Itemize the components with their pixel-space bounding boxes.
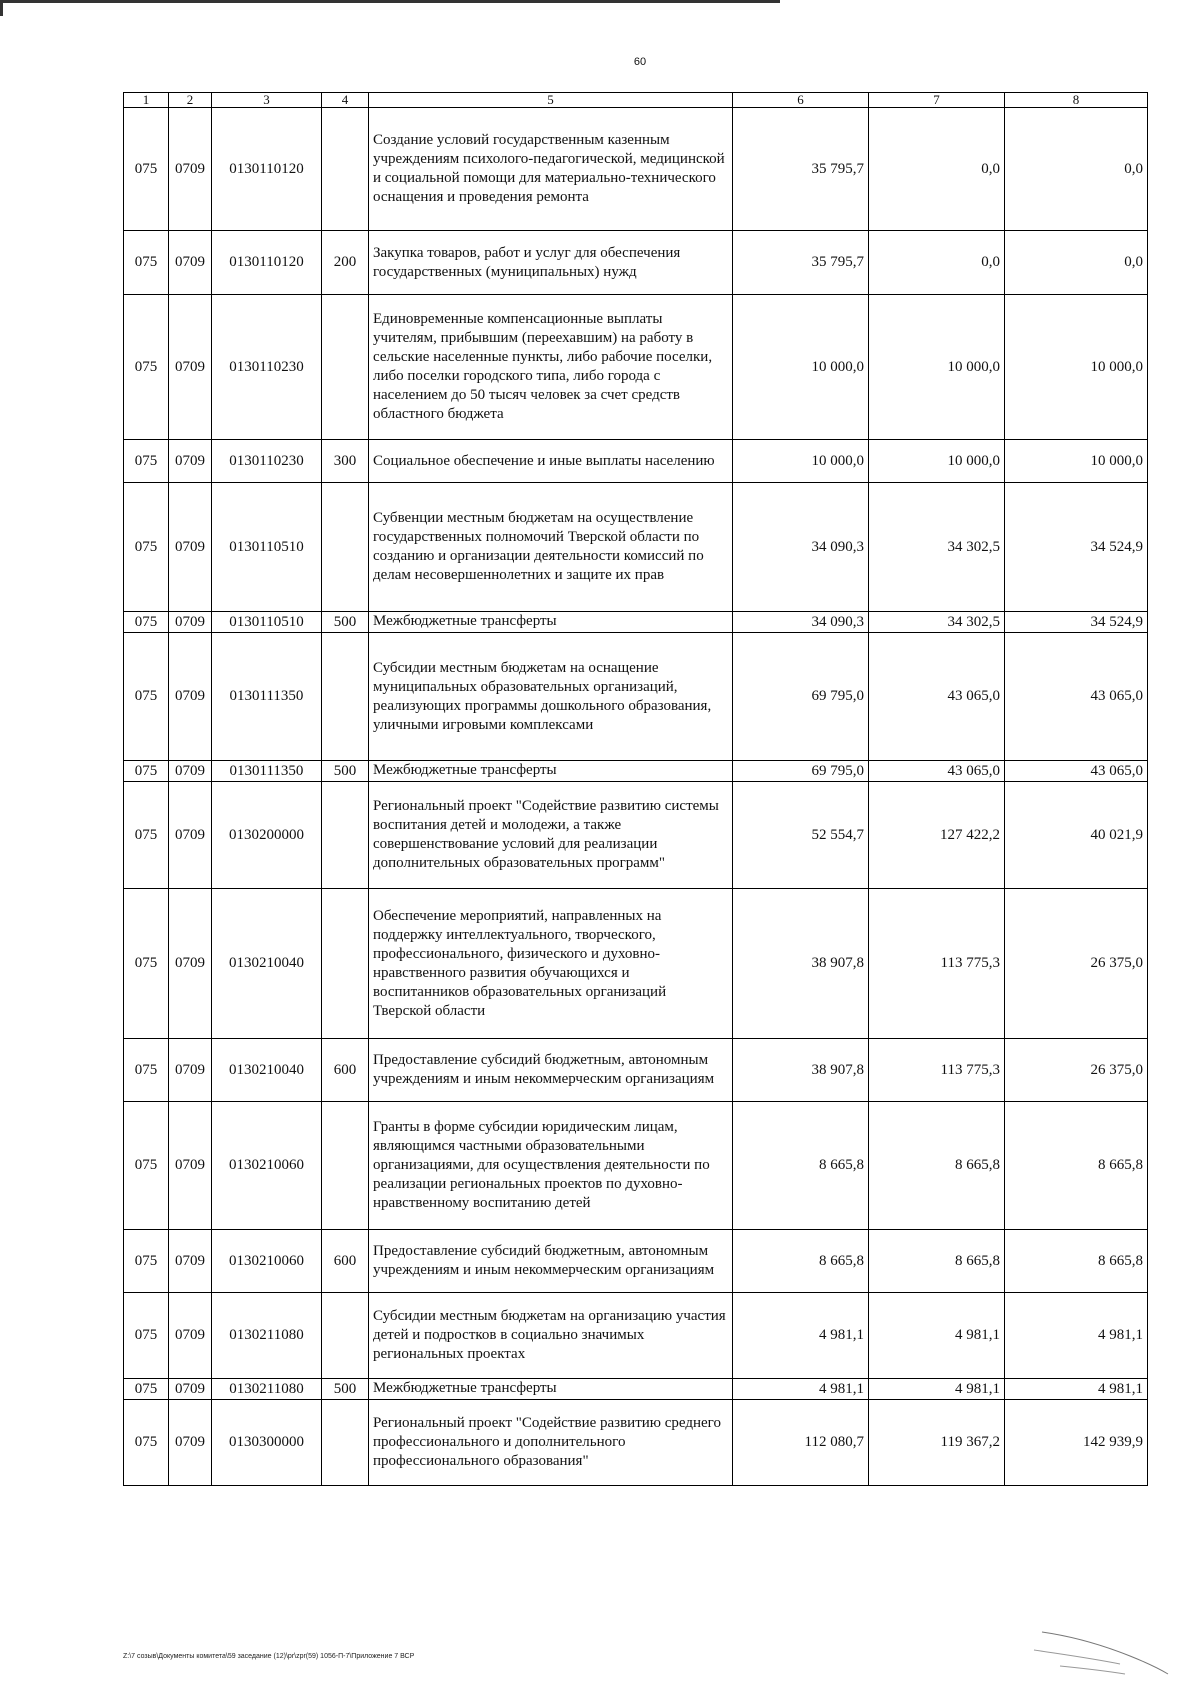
amount-col-7: 119 367,2	[869, 1400, 1005, 1486]
table-row	[124, 295, 1148, 440]
amount-col-8: 4 981,1	[1005, 1379, 1148, 1400]
amount-col-6: 38 907,8	[733, 889, 869, 1039]
row-description: Создание условий государственным казенным учреждениям психолого-педагогической, медицинской и социальной помощи для материально-технического оснащения и проведения ремонта	[369, 108, 733, 231]
target-article-code: 0130200000	[212, 782, 322, 889]
table-row	[124, 1293, 1148, 1379]
expense-type-code: 500	[322, 612, 369, 633]
scan-corner-line	[0, 0, 3, 16]
section-code: 0709	[169, 782, 212, 889]
amount-col-7: 10 000,0	[869, 440, 1005, 483]
section-code: 0709	[169, 295, 212, 440]
target-article-code: 0130111350	[212, 633, 322, 761]
row-description: Закупка товаров, работ и услуг для обеспечения государственных (муниципальных) нужд	[369, 231, 733, 295]
amount-col-7: 8 665,8	[869, 1102, 1005, 1230]
section-code: 0709	[169, 1039, 212, 1102]
amount-col-6: 112 080,7	[733, 1400, 869, 1486]
amount-col-8: 26 375,0	[1005, 889, 1148, 1039]
section-code: 0709	[169, 1102, 212, 1230]
amount-col-8: 34 524,9	[1005, 483, 1148, 612]
amount-col-6: 8 665,8	[733, 1102, 869, 1230]
expense-type-code	[322, 1102, 369, 1230]
budget-table	[123, 92, 1148, 1486]
row-description: Гранты в форме субсидии юридическим лицам, являющимся частными образовательными организациями, для осуществления деятельности по реализации региональных проектов по духовно-нравственному воспитанию детей	[369, 1102, 733, 1230]
ministry-code: 075	[124, 1102, 169, 1230]
table-row	[124, 633, 1148, 761]
ministry-code: 075	[124, 612, 169, 633]
amount-col-8: 34 524,9	[1005, 612, 1148, 633]
row-description: Субсидии местным бюджетам на оснащение муниципальных образовательных организаций, реализующих программы дошкольного образования, уличными игровыми комплексами	[369, 633, 733, 761]
ministry-code: 075	[124, 1379, 169, 1400]
table-row	[124, 1039, 1148, 1102]
table-row	[124, 231, 1148, 295]
amount-col-8: 43 065,0	[1005, 761, 1148, 782]
target-article-code: 0130211080	[212, 1293, 322, 1379]
column-number: 5	[369, 93, 733, 108]
row-description: Региональный проект "Содействие развитию среднего профессионального и дополнительного профессионального образования"	[369, 1400, 733, 1486]
ministry-code: 075	[124, 782, 169, 889]
column-number-row	[124, 93, 1148, 108]
target-article-code: 0130110510	[212, 612, 322, 633]
expense-type-code: 600	[322, 1230, 369, 1293]
section-code: 0709	[169, 1293, 212, 1379]
amount-col-6: 52 554,7	[733, 782, 869, 889]
section-code: 0709	[169, 1379, 212, 1400]
scan-edge	[0, 0, 1200, 16]
amount-col-8: 10 000,0	[1005, 440, 1148, 483]
row-description: Межбюджетные трансферты	[369, 612, 733, 633]
table-row	[124, 108, 1148, 231]
section-code: 0709	[169, 1400, 212, 1486]
pen-mark-scribble	[1030, 1630, 1170, 1680]
amount-col-7: 0,0	[869, 108, 1005, 231]
column-number: 4	[322, 93, 369, 108]
ministry-code: 075	[124, 1039, 169, 1102]
amount-col-7: 34 302,5	[869, 483, 1005, 612]
target-article-code: 0130110510	[212, 483, 322, 612]
amount-col-7: 10 000,0	[869, 295, 1005, 440]
amount-col-6: 35 795,7	[733, 231, 869, 295]
amount-col-7: 127 422,2	[869, 782, 1005, 889]
row-description: Межбюджетные трансферты	[369, 1379, 733, 1400]
target-article-code: 0130300000	[212, 1400, 322, 1486]
file-path-footer: Z:\7 созыв\Документы комитета\59 заседание (12)\pr\zpr(59) 1056-П-7\Приложение 7 ВСР	[123, 1653, 415, 1660]
target-article-code: 0130111350	[212, 761, 322, 782]
section-code: 0709	[169, 108, 212, 231]
amount-col-6: 35 795,7	[733, 108, 869, 231]
ministry-code: 075	[124, 440, 169, 483]
row-description: Социальное обеспечение и иные выплаты населению	[369, 440, 733, 483]
expense-type-code: 600	[322, 1039, 369, 1102]
row-description: Межбюджетные трансферты	[369, 761, 733, 782]
amount-col-6: 34 090,3	[733, 483, 869, 612]
row-description: Единовременные компенсационные выплаты учителям, прибывшим (переехавшим) на работу в сельские населенные пункты, либо рабочие поселки, либо поселки городского типа, либо города с населением до 50 тысяч человек за счет средств областного бюджета	[369, 295, 733, 440]
amount-col-8: 4 981,1	[1005, 1293, 1148, 1379]
row-description: Обеспечение мероприятий, направленных на поддержку интеллектуального, творческого, профессионального, физического и духовно-нравственного развития обучающихся и воспитанников образовательных организаций Тверской области	[369, 889, 733, 1039]
table-row	[124, 889, 1148, 1039]
amount-col-7: 43 065,0	[869, 633, 1005, 761]
page-number: 60	[633, 56, 647, 68]
amount-col-8: 8 665,8	[1005, 1230, 1148, 1293]
section-code: 0709	[169, 633, 212, 761]
amount-col-6: 69 795,0	[733, 633, 869, 761]
expense-type-code	[322, 483, 369, 612]
expense-type-code	[322, 782, 369, 889]
amount-col-7: 4 981,1	[869, 1379, 1005, 1400]
target-article-code: 0130210040	[212, 1039, 322, 1102]
target-article-code: 0130110120	[212, 231, 322, 295]
table-row	[124, 440, 1148, 483]
column-number: 7	[869, 93, 1005, 108]
expense-type-code	[322, 108, 369, 231]
amount-col-6: 69 795,0	[733, 761, 869, 782]
column-number: 6	[733, 93, 869, 108]
row-description: Региональный проект "Содействие развитию системы воспитания детей и молодежи, а также совершенствование условий для реализации дополнительных образовательных программ"	[369, 782, 733, 889]
table-row	[124, 612, 1148, 633]
expense-type-code: 500	[322, 1379, 369, 1400]
column-number: 8	[1005, 93, 1148, 108]
table-row	[124, 1379, 1148, 1400]
table-row	[124, 483, 1148, 612]
amount-col-6: 38 907,8	[733, 1039, 869, 1102]
section-code: 0709	[169, 483, 212, 612]
amount-col-6: 34 090,3	[733, 612, 869, 633]
amount-col-8: 10 000,0	[1005, 295, 1148, 440]
target-article-code: 0130110230	[212, 295, 322, 440]
ministry-code: 075	[124, 231, 169, 295]
section-code: 0709	[169, 761, 212, 782]
ministry-code: 075	[124, 1293, 169, 1379]
amount-col-6: 10 000,0	[733, 295, 869, 440]
expense-type-code	[322, 1293, 369, 1379]
ministry-code: 075	[124, 633, 169, 761]
ministry-code: 075	[124, 483, 169, 612]
row-description: Предоставление субсидий бюджетным, автономным учреждениям и иным некоммерческим организациям	[369, 1230, 733, 1293]
expense-type-code	[322, 1400, 369, 1486]
target-article-code: 0130210060	[212, 1230, 322, 1293]
amount-col-8: 0,0	[1005, 108, 1148, 231]
amount-col-8: 0,0	[1005, 231, 1148, 295]
column-number: 3	[212, 93, 322, 108]
section-code: 0709	[169, 440, 212, 483]
section-code: 0709	[169, 612, 212, 633]
ministry-code: 075	[124, 1230, 169, 1293]
expense-type-code: 500	[322, 761, 369, 782]
target-article-code: 0130211080	[212, 1379, 322, 1400]
amount-col-7: 8 665,8	[869, 1230, 1005, 1293]
ministry-code: 075	[124, 1400, 169, 1486]
amount-col-8: 26 375,0	[1005, 1039, 1148, 1102]
section-code: 0709	[169, 889, 212, 1039]
amount-col-8: 142 939,9	[1005, 1400, 1148, 1486]
row-description: Субвенции местным бюджетам на осуществление государственных полномочий Тверской области по созданию и организации деятельности комиссий по делам несовершеннолетних и защите их прав	[369, 483, 733, 612]
amount-col-7: 113 775,3	[869, 1039, 1005, 1102]
row-description: Субсидии местным бюджетам на организацию участия детей и подростков в социально значимых региональных проектах	[369, 1293, 733, 1379]
table-row	[124, 1230, 1148, 1293]
expense-type-code: 300	[322, 440, 369, 483]
column-number: 1	[124, 93, 169, 108]
table-row	[124, 782, 1148, 889]
ministry-code: 075	[124, 295, 169, 440]
amount-col-7: 113 775,3	[869, 889, 1005, 1039]
target-article-code: 0130210060	[212, 1102, 322, 1230]
target-article-code: 0130110230	[212, 440, 322, 483]
amount-col-6: 4 981,1	[733, 1379, 869, 1400]
table-row	[124, 761, 1148, 782]
ministry-code: 075	[124, 108, 169, 231]
expense-type-code: 200	[322, 231, 369, 295]
amount-col-8: 8 665,8	[1005, 1102, 1148, 1230]
expense-type-code	[322, 295, 369, 440]
scan-edge-line	[0, 0, 780, 3]
amount-col-8: 43 065,0	[1005, 633, 1148, 761]
target-article-code: 0130210040	[212, 889, 322, 1039]
table-row	[124, 1400, 1148, 1486]
amount-col-6: 8 665,8	[733, 1230, 869, 1293]
ministry-code: 075	[124, 761, 169, 782]
expense-type-code	[322, 633, 369, 761]
row-description: Предоставление субсидий бюджетным, автономным учреждениям и иным некоммерческим организациям	[369, 1039, 733, 1102]
amount-col-6: 4 981,1	[733, 1293, 869, 1379]
amount-col-7: 0,0	[869, 231, 1005, 295]
ministry-code: 075	[124, 889, 169, 1039]
amount-col-7: 34 302,5	[869, 612, 1005, 633]
section-code: 0709	[169, 1230, 212, 1293]
column-number: 2	[169, 93, 212, 108]
table-row	[124, 1102, 1148, 1230]
amount-col-7: 4 981,1	[869, 1293, 1005, 1379]
amount-col-8: 40 021,9	[1005, 782, 1148, 889]
amount-col-6: 10 000,0	[733, 440, 869, 483]
amount-col-7: 43 065,0	[869, 761, 1005, 782]
expense-type-code	[322, 889, 369, 1039]
target-article-code: 0130110120	[212, 108, 322, 231]
section-code: 0709	[169, 231, 212, 295]
